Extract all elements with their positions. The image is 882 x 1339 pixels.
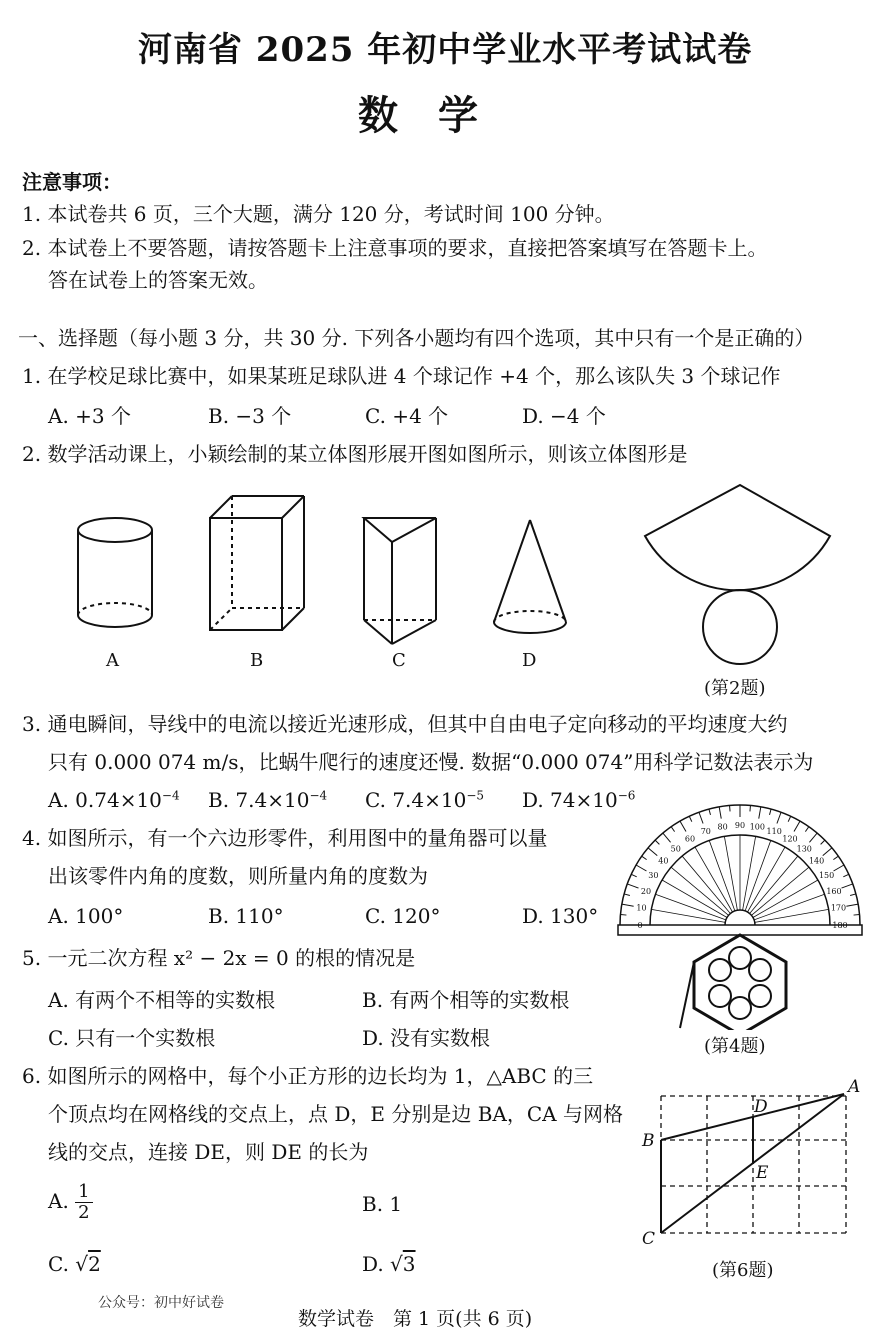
protractor-tick xyxy=(770,809,772,815)
protractor-label: 180 xyxy=(832,921,848,930)
notice-heading: 注意事项： xyxy=(22,170,122,194)
protractor-tick xyxy=(809,833,817,842)
q5-option-a: A. 有两个不相等的实数根 xyxy=(48,988,276,1012)
q1-stem: 1. 在学校足球比赛中，如果某班足球队进 4 个球记作 +4 个，那么该队失 3 个球记作 xyxy=(22,364,781,388)
q6-option-c: C. √2 xyxy=(48,1252,101,1276)
protractor-tick xyxy=(821,840,825,844)
q2-label-b: B xyxy=(250,650,264,671)
protractor-tick xyxy=(805,827,808,832)
protractor-ray xyxy=(682,856,730,913)
protractor-label: 110 xyxy=(766,827,782,837)
q6-option-b: B. 1 xyxy=(362,1192,403,1216)
protractor-label: 80 xyxy=(717,822,728,832)
notice-item-1: 1. 本试卷共 6 页，三个大题，满分 120 分，考试时间 100 分钟。 xyxy=(22,202,615,226)
subject-title: 数学 xyxy=(358,92,518,139)
point-b: B xyxy=(642,1131,655,1151)
q3-option-b: B. $7.4\times 10^{-4}$ xyxy=(208,788,328,812)
protractor-tick xyxy=(663,833,671,842)
q6-line-1: 6. 如图所示的网格中，每个小正方形的边长均为 1，△ABC 的三 xyxy=(22,1064,594,1088)
protractor-label: 140 xyxy=(808,856,825,866)
protractor-label: 40 xyxy=(658,856,669,866)
protractor-tick xyxy=(627,884,638,888)
protractor-label: 150 xyxy=(818,871,835,880)
q4-option-b: B. 110° xyxy=(208,904,284,928)
protractor-tick xyxy=(823,848,832,856)
q1-option-b: B. −3 个 xyxy=(208,404,292,428)
q4-option-d: D. 130° xyxy=(522,904,599,928)
page-footer: 数学试卷 第 1 页(共 6 页) xyxy=(298,1308,533,1330)
protractor-label: 0 xyxy=(637,921,643,930)
q2-label-d: D xyxy=(522,650,537,671)
page-title: 河南省 2025 年初中学业水平考试试卷 xyxy=(138,30,753,70)
protractor-tick xyxy=(794,821,800,831)
q4-protractor-figure xyxy=(600,790,882,1030)
q5-stem: 5. 一元二次方程 x² − 2x = 0 的根的情况是 xyxy=(22,946,416,970)
section-heading: 一、选择题（每小题 3 分，共 30 分. 下列各小题均有四个选项，其中只有一个是正确的） xyxy=(18,326,815,350)
watermark: 公众号：初中好试卷 xyxy=(98,1295,224,1311)
protractor-tick xyxy=(642,856,647,859)
protractor-label: 20 xyxy=(640,886,652,896)
protractor-tick xyxy=(624,894,630,896)
protractor-tick xyxy=(709,809,711,815)
protractor-tick xyxy=(620,915,626,916)
q2-caption: (第2题) xyxy=(704,678,766,699)
q5-option-d: D. 没有实数根 xyxy=(362,1026,491,1050)
protractor-tick xyxy=(699,812,703,823)
point-e: E xyxy=(756,1163,769,1183)
protractor-label: 60 xyxy=(684,834,696,844)
protractor-tick xyxy=(631,874,636,877)
q3-line-1: 3. 通电瞬间，导线中的电流以接近光速形成，但其中自由电子定向移动的平均速度大约 xyxy=(22,712,788,736)
protractor-label: 170 xyxy=(830,903,847,913)
q4-line-2: 出该零件内角的度数，则所量内角的度数为 xyxy=(48,864,428,888)
protractor-label: 160 xyxy=(826,886,842,896)
protractor-tick xyxy=(843,874,848,877)
protractor-tick xyxy=(648,848,657,856)
protractor-tick xyxy=(777,812,781,823)
protractor-tick xyxy=(759,807,761,819)
q4-option-a: A. 100° xyxy=(48,904,124,928)
protractor-tick xyxy=(833,856,838,859)
q2-stem: 2. 数学活动课上，小颖绘制的某立体图形展开图如图所示，则该立体图形是 xyxy=(22,442,688,466)
q5-option-c: C. 只有一个实数根 xyxy=(48,1026,216,1050)
q2-label-c: C xyxy=(392,650,406,671)
protractor-tick xyxy=(655,840,659,844)
protractor-tick xyxy=(730,805,731,811)
protractor-label: 100 xyxy=(749,822,766,832)
protractor-tick xyxy=(719,807,721,819)
q6-line-2: 个顶点均在网格线的交点上，点 D，E 分别是边 BA，CA 与网格 xyxy=(48,1102,623,1126)
q6-caption: (第6题) xyxy=(712,1260,774,1281)
protractor-tick xyxy=(750,805,751,811)
protractor-label: 70 xyxy=(700,827,711,837)
protractor-label: 30 xyxy=(648,871,659,880)
protractor-label: 120 xyxy=(782,834,798,844)
notice-item-2-cont: 答在试卷上的答案无效。 xyxy=(48,268,268,292)
q6-option-a: A. $\frac{1}{2}$ xyxy=(48,1182,93,1223)
q6-option-d: D. √3 xyxy=(362,1252,416,1276)
protractor-tick xyxy=(671,827,674,832)
protractor-tick xyxy=(846,904,858,906)
protractor-tick xyxy=(788,816,791,821)
q3-option-a: A. $0.74\times 10^{-4}$ xyxy=(48,788,180,812)
protractor-ray xyxy=(751,867,808,915)
protractor-ray xyxy=(750,856,798,913)
q3-option-c: C. $7.4\times 10^{-5}$ xyxy=(365,788,485,812)
point-d: D xyxy=(754,1097,768,1117)
q6-grid-figure xyxy=(636,1078,876,1248)
protractor-tick xyxy=(636,865,646,871)
notice-item-2: 2. 本试卷上不要答题，请按答题卡上注意事项的要求，直接把答案填写在答题卡上。 xyxy=(22,236,768,260)
protractor-tick xyxy=(689,816,692,821)
q4-option-c: C. 120° xyxy=(365,904,441,928)
fraction-one-half: $\frac{1}{2}$ xyxy=(75,1182,92,1223)
q4-caption: (第4题) xyxy=(704,1036,766,1057)
protractor-tick xyxy=(850,894,856,896)
q5-option-b: B. 有两个相等的实数根 xyxy=(362,988,570,1012)
protractor-label: 90 xyxy=(734,821,746,830)
protractor-ray xyxy=(671,867,728,915)
point-c: C xyxy=(642,1229,656,1248)
protractor-label: 50 xyxy=(670,844,681,854)
q2-label-a: A xyxy=(106,650,119,671)
protractor-tick xyxy=(854,915,860,916)
q3-option-d: D. $74\times 10^{-6}$ xyxy=(522,788,636,812)
q2-figure xyxy=(0,480,882,700)
q1-option-c: C. +4 个 xyxy=(365,404,449,428)
q3-line-2: 只有 0.000 074 m/s，比蜗牛爬行的速度还慢. 数据“0.000 074”用科学记数法表示为 xyxy=(48,750,814,774)
protractor-tick xyxy=(834,865,844,871)
q1-option-a: A. +3 个 xyxy=(48,404,131,428)
protractor-label: 130 xyxy=(796,844,812,854)
protractor-tick xyxy=(841,884,852,888)
q4-line-1: 4. 如图所示，有一个六边形零件，利用图中的量角器可以量 xyxy=(22,826,548,850)
q1-option-d: D. −4 个 xyxy=(522,404,606,428)
protractor-tick xyxy=(622,904,634,906)
protractor-label: 10 xyxy=(636,903,647,913)
q6-line-3: 线的交点，连接 DE，则 DE 的长为 xyxy=(48,1140,369,1164)
point-a: A xyxy=(848,1078,861,1097)
protractor-tick xyxy=(680,821,686,831)
